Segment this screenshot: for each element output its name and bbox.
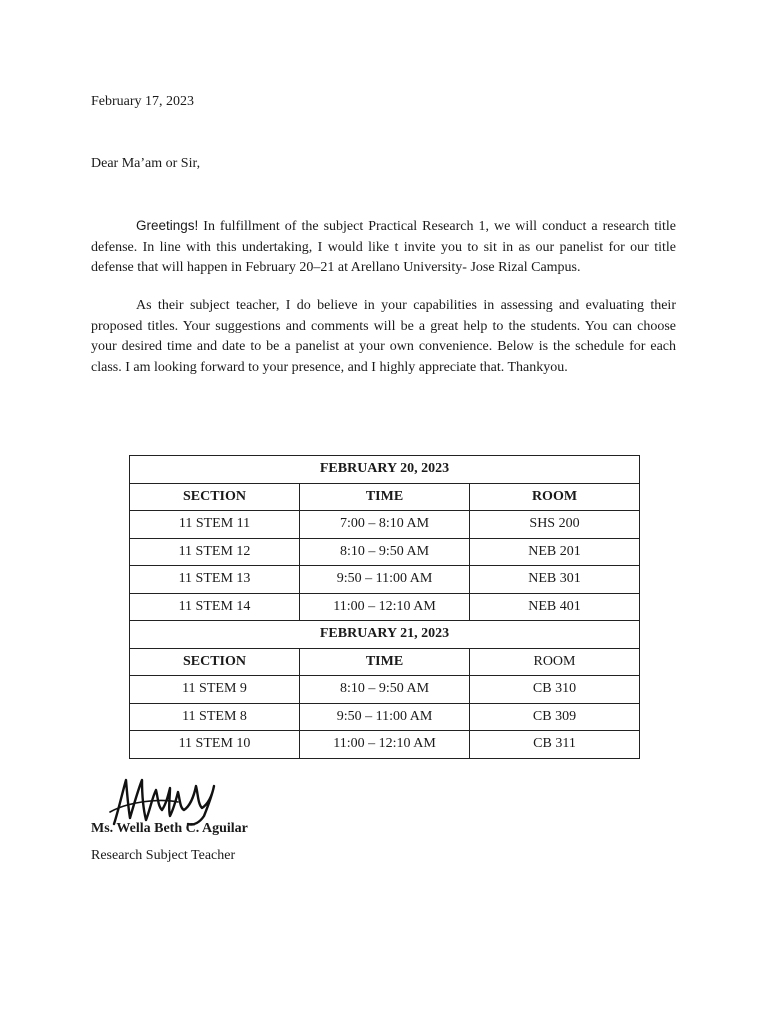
day2-header-room: ROOM: [470, 648, 640, 676]
letter-date: February 17, 2023: [91, 94, 195, 109]
room-cell: CB 310: [470, 676, 640, 704]
table-row: [130, 593, 640, 621]
signatory-title: Research Subject Teacher: [91, 848, 236, 863]
greeting-word: Greetings!: [136, 218, 199, 233]
table-row: [130, 703, 640, 731]
room-cell: CB 311: [470, 731, 640, 759]
time-cell: 9:50 – 11:00 AM: [300, 703, 470, 731]
table-row: [130, 731, 640, 759]
day2-header-section: SECTION: [130, 648, 300, 676]
signatory-name: Ms. Wella Beth C. Aguilar: [91, 821, 248, 836]
room-cell: NEB 301: [470, 566, 640, 594]
table-row: [130, 566, 640, 594]
schedule-table: [129, 455, 640, 759]
section-cell: 11 STEM 13: [130, 566, 300, 594]
day1-header-section: SECTION: [130, 483, 300, 511]
paragraph-1-text: In fulfillment of the subject Practical Research 1, we will conduct a research title defense. In line with this undertaking, I would like t invite you to sit in as our panelist for our title defense that will happen in February 20–21 at Arellano University- Jose Rizal Campus.: [91, 219, 676, 275]
table-row: [130, 538, 640, 566]
day1-header-room: ROOM: [470, 483, 640, 511]
section-cell: 11 STEM 11: [130, 511, 300, 539]
paragraph-2-text: As their subject teacher, I do believe in your capabilities in assessing and evaluating their proposed titles. Your suggestions and comments will be a great help to the students. You can choose your desired time and date to be a panelist at your own convenience. Below is the schedule for each class. I am looking forward to your presence, and I highly appreciate that. Thankyou.: [91, 298, 676, 375]
time-cell: 9:50 – 11:00 AM: [300, 566, 470, 594]
time-cell: 8:10 – 9:50 AM: [300, 676, 470, 704]
section-cell: 11 STEM 10: [130, 731, 300, 759]
room-cell: NEB 401: [470, 593, 640, 621]
section-cell: 11 STEM 14: [130, 593, 300, 621]
time-cell: 11:00 – 12:10 AM: [300, 593, 470, 621]
time-cell: 11:00 – 12:10 AM: [300, 731, 470, 759]
day1-header-row: [130, 483, 640, 511]
day2-header-time: TIME: [300, 648, 470, 676]
section-cell: 11 STEM 8: [130, 703, 300, 731]
day2-title-row: [130, 621, 640, 649]
day2-header-row: [130, 648, 640, 676]
table-row: [130, 676, 640, 704]
section-cell: 11 STEM 12: [130, 538, 300, 566]
time-cell: 8:10 – 9:50 AM: [300, 538, 470, 566]
time-cell: 7:00 – 8:10 AM: [300, 511, 470, 539]
salutation: Dear Ma’am or Sir,: [91, 156, 201, 171]
paragraph-1: [91, 216, 676, 279]
room-cell: CB 309: [470, 703, 640, 731]
handwritten-signature: [108, 772, 220, 828]
room-cell: NEB 201: [470, 538, 640, 566]
day1-title-row: [130, 456, 640, 484]
section-cell: 11 STEM 9: [130, 676, 300, 704]
room-cell: SHS 200: [470, 511, 640, 539]
paragraph-2: [91, 296, 676, 378]
day1-header-time: TIME: [300, 483, 470, 511]
table-row: [130, 511, 640, 539]
day2-title: FEBRUARY 21, 2023: [130, 621, 640, 649]
day1-title: FEBRUARY 20, 2023: [130, 456, 640, 484]
